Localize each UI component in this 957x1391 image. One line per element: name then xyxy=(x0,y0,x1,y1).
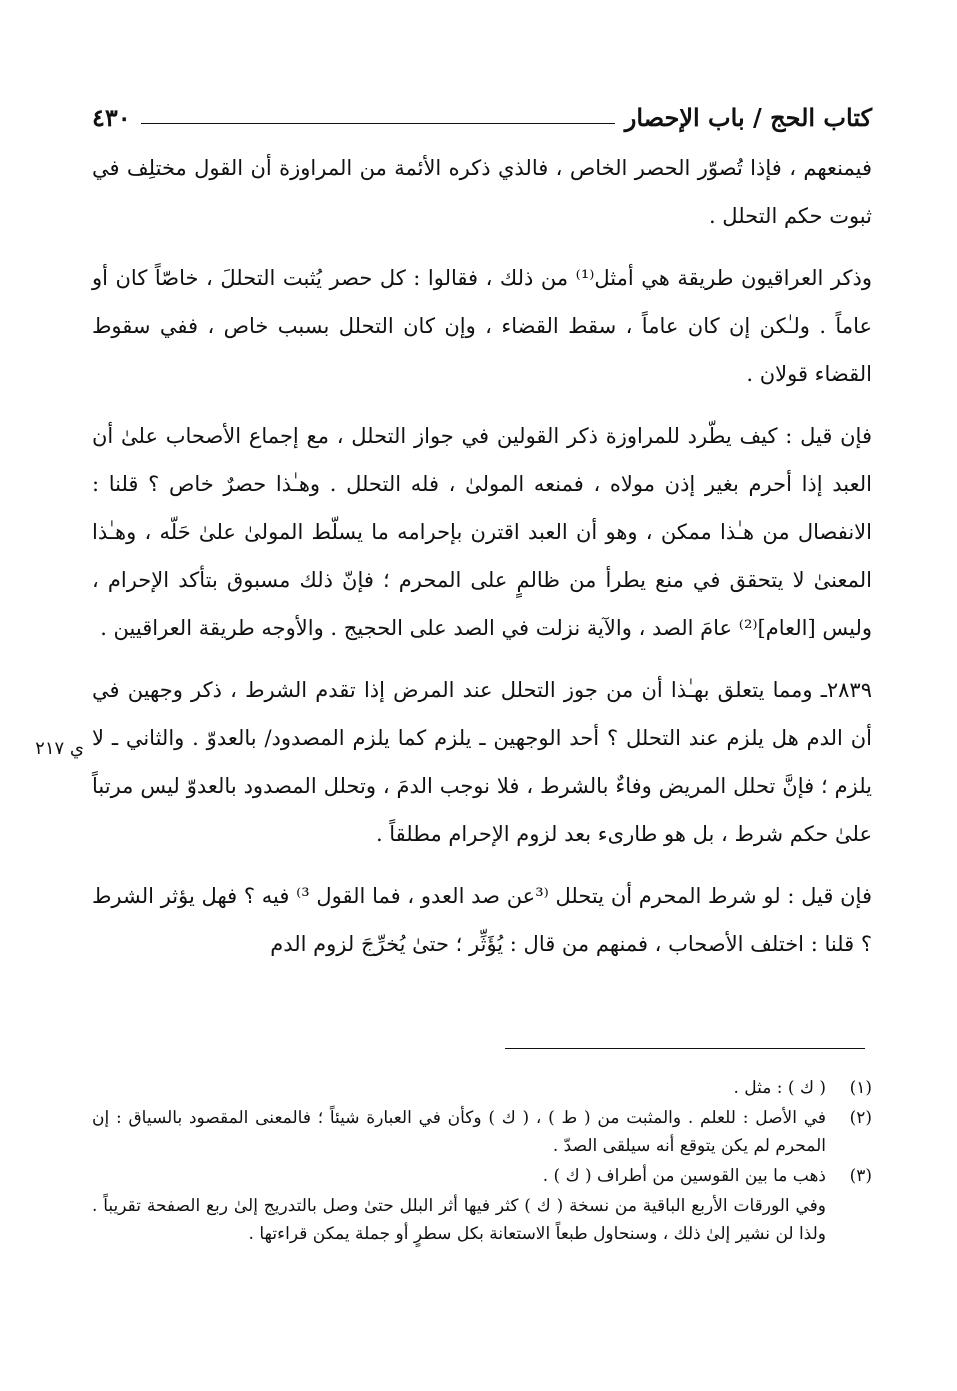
footnote-3 xyxy=(92,1162,872,1190)
chapter-title: كتاب الحج / باب الإحصار xyxy=(624,103,872,132)
paragraph-4: ٢٨٣٩ـ ومما يتعلق بهـٰذا أن من جوز التحلل عند المرض إذا تقدم الشرط ، ذكر وجهين في أن الدم هل يلزم عند التحلل ؟ أحد الوجهين ـ يلزم كما يلزم المصدود/ بالعدوّ . والثاني ـ لا يلزم ؛ فإنَّ تحلل المريض وفاءٌ بالشرط ، فلا نوجب الدمَ ، وتحلل المصدود بالعدوّ ليس مرتباً علىٰ حكم شرط ، بل هو طارىء بعد لزوم الإحرام مطلقاً . xyxy=(92,678,872,846)
footnote-rule xyxy=(505,1048,865,1049)
footnote-number: (٢) xyxy=(849,1108,872,1128)
footnote-3-continuation: وفي الورقات الأربع الباقية من نسخة ( ك ) كثر فيها أثر البلل حتىٰ وصل بالتدريج إلىٰ ربع الصفحة تقريباً . ولذا لن نشير إلىٰ ذلك ، وسنحاول طبعاً الاستعانة بكل سطرٍ أو جملة يمكن قراءتها . xyxy=(92,1196,826,1244)
footnote-2 xyxy=(92,1104,872,1160)
footnote-text: ذهب ما بين القوسين من أطراف ( ك ) . xyxy=(542,1166,826,1186)
page-number: ٤٣٠ xyxy=(92,103,131,132)
header-rule xyxy=(141,123,615,124)
margin-manuscript-ref: ي ٢١٧ xyxy=(35,738,84,759)
footnote-text: ( ك ) : مثل . xyxy=(733,1078,826,1098)
paragraph-3: فإن قيل : كيف يطّرد للمراوزة ذكر القولين في جواز التحلل ، مع إجماع الأصحاب علىٰ أن العبد إذا أحرم بغير إذن مولاه ، فمنعه المولىٰ ، فله التحلل . وهـٰذا حصرٌ خاص ؟ قلنا : الانفصال من هـٰذا ممكن ، وهو أن العبد اقترن بإحرامه ما يسلّط المولىٰ علىٰ حَلّه ، وهـٰذا المعنىٰ لا يتحقق في منع يطرأ من ظالمٍ على المحرم ؛ فإنّ ذلك مسبوق بتأكد الإحرام ، وليس [العام]⁽²⁾ عامَ الصد ، والآية نزلت في الصد على الحجيج . والأوجه طريقة العراقيين . xyxy=(92,424,872,640)
page-body xyxy=(92,92,872,982)
paragraph-5: فإن قيل : لو شرط المحرم أن يتحلل ⁽³عن صد العدو ، فما القول ³⁾ فيه ؟ فهل يؤثر الشرط ؟ قلنا : اختلف الأصحاب ، فمنهم من قال : يُؤَثِّر ؛ حتىٰ يُخرِّجَ لزوم الدم xyxy=(92,884,872,956)
paragraph-1: فيمنعهم ، فإذا تُصوّر الحصر الخاص ، فالذي ذكره الأئمة من المراوزة أن القول مختلِف في ثبوت حكم التحلل . xyxy=(92,156,872,228)
footnotes xyxy=(92,1074,872,1248)
footnote-number: (١) xyxy=(849,1078,872,1098)
paragraph-2: وذكر العراقيون طريقة هي أمثل⁽¹⁾ من ذلك ، فقالوا : كل حصر يُثبت التحللَ ، خاصّاً كان أو عاماً . ولـٰكن إن كان عاماً ، سقط القضاء ، وإن كان التحلل بسبب خاص ، ففي سقوط القضاء قولان . xyxy=(92,266,872,386)
running-header xyxy=(92,92,872,132)
footnote-1 xyxy=(92,1074,872,1102)
footnote-number: (٣) xyxy=(849,1166,872,1186)
footnote-text: في الأصل : للعلم . والمثبت من ( ط ) ، ( ك ) وكأن في العبارة شيئاً ؛ فالمعنى المقصود بالسياق : إن المحرم لم يكن يتوقع أنه سيلقى الصدّ . xyxy=(92,1108,826,1156)
